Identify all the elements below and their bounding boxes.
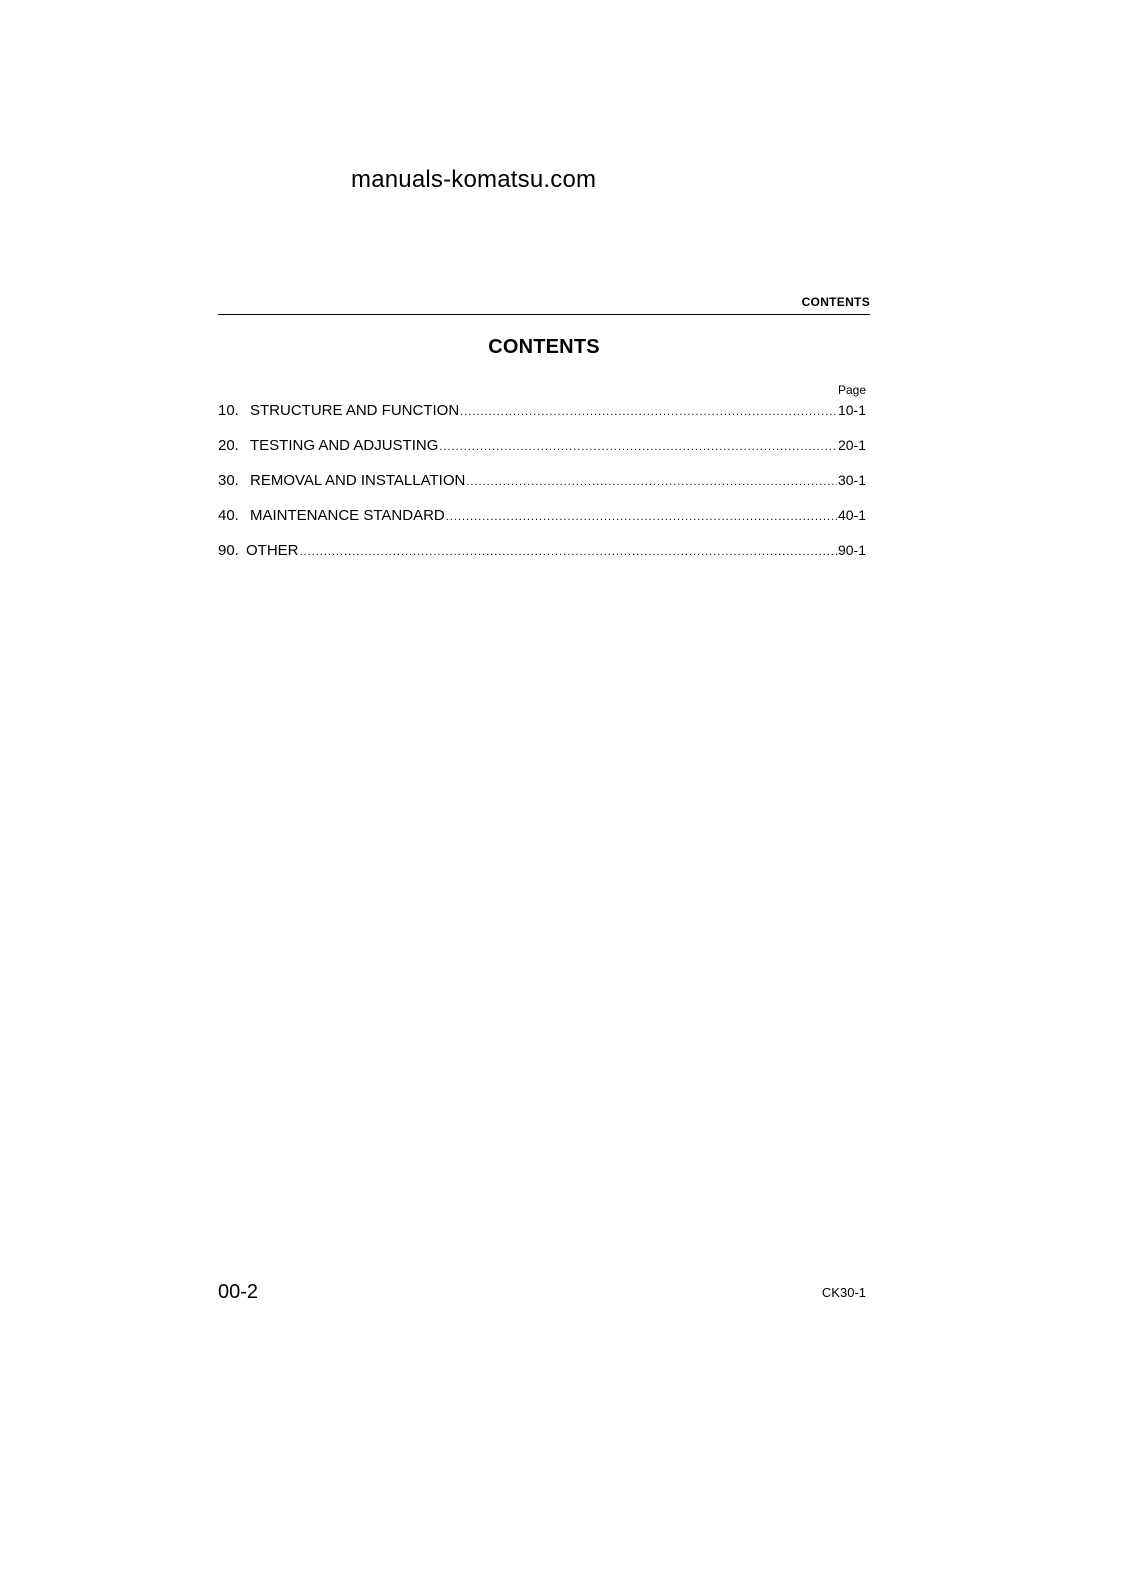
page-title: CONTENTS (488, 336, 600, 358)
toc-entry-number: 90. (218, 542, 239, 559)
table-of-contents (218, 402, 866, 577)
toc-entry-title: OTHER (246, 542, 299, 559)
toc-entry-page: 40-1 (837, 507, 866, 523)
toc-entry-title: STRUCTURE AND FUNCTION (250, 402, 460, 419)
toc-dot-leader (439, 441, 837, 453)
toc-dot-leader (446, 511, 837, 523)
toc-entry-page: 90-1 (837, 542, 866, 558)
toc-dot-leader (460, 406, 837, 418)
toc-entry-number: 30. (218, 472, 239, 489)
toc-entry-page: 20-1 (837, 437, 866, 453)
footer-page-number: 00-2 (218, 1281, 259, 1303)
toc-entry-other[interactable] (218, 542, 866, 577)
toc-entry-number: 40. (218, 507, 239, 524)
toc-entry-maintenance-standard[interactable] (218, 507, 866, 542)
footer-model-code: CK30-1 (821, 1285, 866, 1300)
toc-dot-leader (300, 546, 837, 558)
watermark-text: manuals-komatsu.com (351, 166, 597, 193)
toc-entry-page: 30-1 (837, 472, 866, 488)
toc-entry-structure-and-function[interactable] (218, 402, 866, 437)
toc-entry-title: MAINTENANCE STANDARD (250, 507, 445, 524)
toc-entry-number: 10. (218, 402, 239, 419)
toc-entry-title: TESTING AND ADJUSTING (250, 437, 439, 454)
running-header: CONTENTS (801, 295, 870, 309)
page-column-label: Page (837, 383, 866, 397)
toc-entry-testing-and-adjusting[interactable] (218, 437, 866, 472)
toc-entry-page: 10-1 (837, 402, 866, 418)
toc-entry-removal-and-installation[interactable] (218, 472, 866, 507)
header-rule (218, 314, 870, 315)
toc-dot-leader (466, 476, 837, 488)
toc-entry-number: 20. (218, 437, 239, 454)
toc-entry-title: REMOVAL AND INSTALLATION (250, 472, 466, 489)
